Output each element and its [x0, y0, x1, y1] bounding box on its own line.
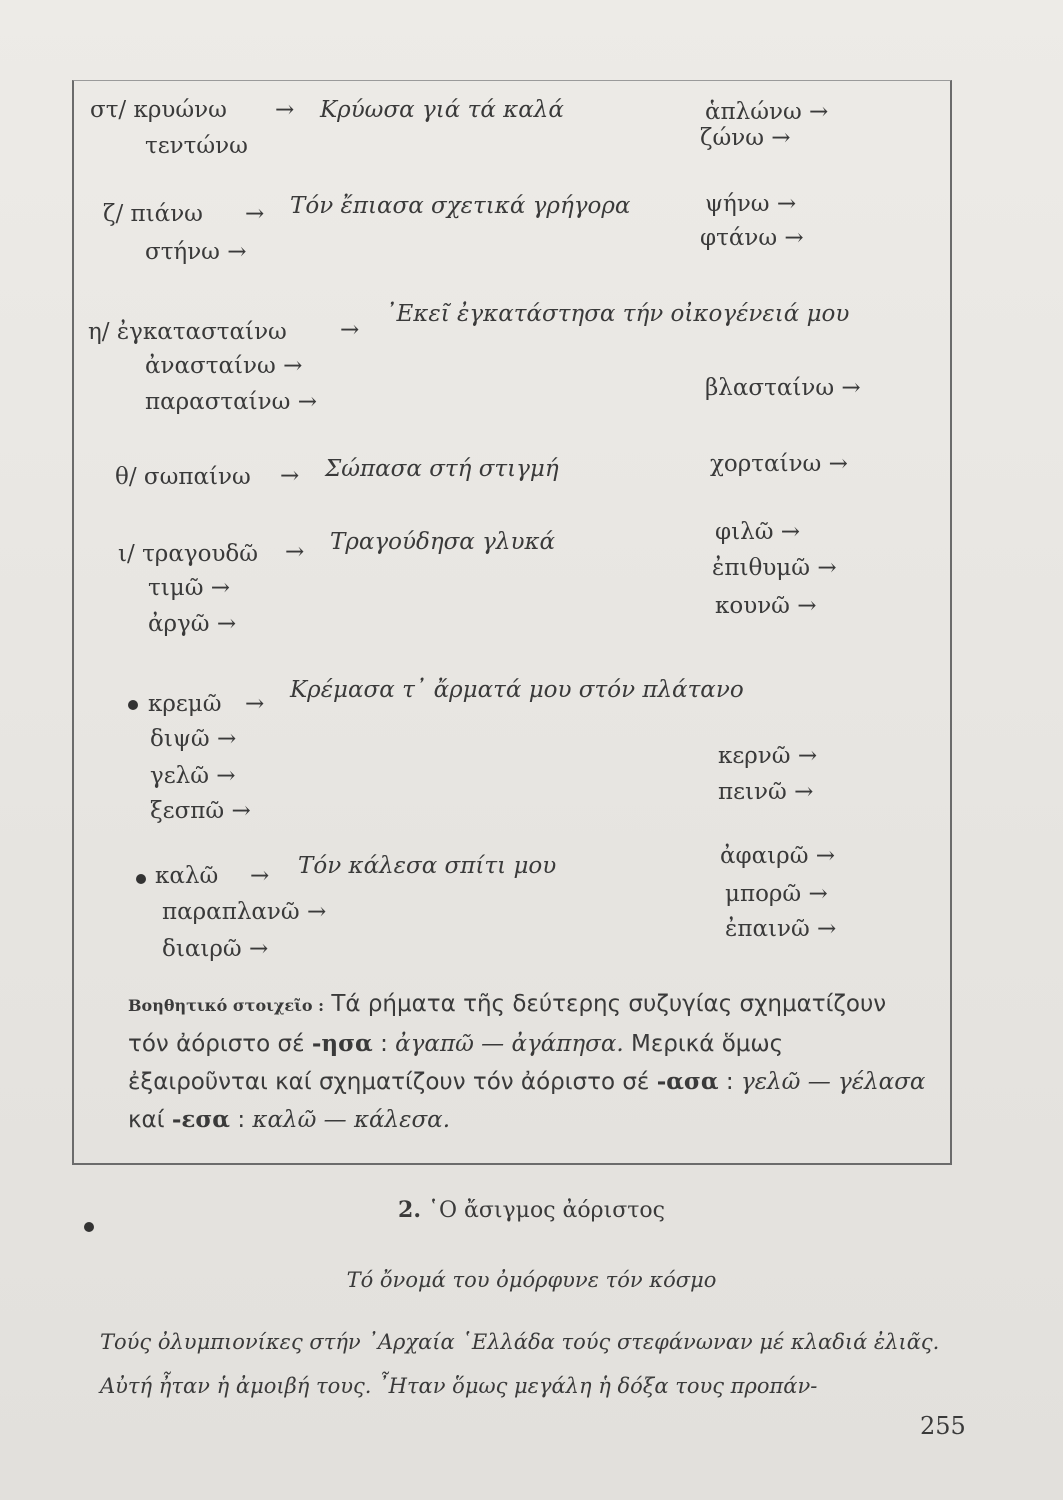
arrow: →	[245, 201, 265, 227]
example-sentence: Κρύωσα γιά τά καλά	[320, 97, 564, 123]
verb-left: ξεσπῶ →	[150, 798, 251, 824]
verb-left: ι/ τραγουδῶ	[118, 541, 259, 567]
note-text: :	[237, 1107, 246, 1133]
section-heading	[0, 1197, 1063, 1223]
verb-right: φτάνω →	[700, 225, 804, 251]
note-suffix: -ησα	[311, 1030, 373, 1057]
page-number: 255	[920, 1412, 966, 1440]
verb-left: διαιρῶ →	[162, 936, 269, 962]
verb-left: στήνω →	[145, 239, 247, 265]
verb-left: τεντώνω	[145, 133, 248, 159]
note-example: γελῶ — γέλασα	[740, 1069, 926, 1095]
example-sentence: Σώπασα στή στιγμή	[325, 456, 559, 482]
note-text: Μερικά ὅμως ἐξαιροῦνται καί σχηματίζουν τόν ἀόριστο σέ	[128, 1031, 784, 1095]
note-text: :	[725, 1069, 734, 1095]
verb-left: παραπλανῶ →	[162, 899, 327, 925]
verb-right: ἀφαιρῶ →	[720, 843, 836, 869]
arrow: →	[285, 539, 305, 565]
note-text: :	[380, 1031, 388, 1057]
verb-right: ἐπιθυμῶ →	[712, 555, 837, 581]
verb-right: πεινῶ →	[718, 779, 814, 805]
verb-right: χορταίνω →	[710, 451, 848, 477]
arrow: →	[280, 463, 300, 489]
section-paragraph: Τούς ὀλυμπιονίκες στήν ᾿Αρχαία ῾Ελλάδα τούς στεφάνωναν μέ κλαδιά ἐλιᾶς. Αὐτή ἦταν ἡ ἀμοιβή τους. ῏Ηταν ὅμως μεγάλη ἡ δόξα τους προπάν-	[100, 1330, 940, 1398]
section-title: ῾Ο ἄσιγμος ἀόριστος	[428, 1198, 665, 1223]
bullet-dot	[84, 1222, 94, 1232]
verb-left: θ/ σωπαίνω	[115, 464, 251, 490]
verb-right: ἁπλώνω →	[705, 99, 829, 125]
section-subtitle: Τό ὄνομά του ὀμόρφυνε τόν κόσμο	[346, 1268, 717, 1292]
example-sentence: Τραγούδησα γλυκά	[330, 529, 556, 555]
verb-right: κουνῶ →	[715, 593, 817, 619]
example-sentence: ᾿Εκεῖ ἐγκατάστησα τήν οἰκογένειά μου	[385, 301, 850, 327]
verb-right: ψήνω →	[705, 191, 797, 217]
section-number: 2.	[398, 1197, 421, 1223]
verb-right: βλασταίνω →	[705, 375, 861, 401]
note-text: καί	[128, 1107, 165, 1133]
arrow: →	[340, 317, 360, 343]
verb-left: διψῶ →	[150, 726, 237, 752]
verb-left: παρασταίνω →	[145, 389, 317, 415]
note-suffix: -ασα	[656, 1068, 719, 1095]
verb-left: ζ/ πιάνω	[103, 201, 203, 227]
note-suffix: -εσα	[171, 1106, 230, 1133]
verb-left: στ/ κρυώνω	[90, 97, 227, 123]
verb-right: ζώνω →	[700, 125, 791, 151]
arrow: →	[275, 97, 295, 123]
arrow: →	[245, 691, 265, 717]
verb-left: ἀνασταίνω →	[145, 353, 303, 379]
bullet-dot	[136, 874, 146, 884]
verb-right: φιλῶ →	[715, 519, 801, 545]
verb-left: κρεμῶ	[148, 691, 222, 717]
note-example: καλῶ — κάλεσα.	[252, 1107, 451, 1133]
helper-note-label: Βοηθητικό στοιχεῖο :	[128, 996, 324, 1015]
example-sentence: Κρέμασα τ᾿ ἄρματά μου στόν πλάτανο	[290, 677, 744, 703]
bullet-dot	[128, 700, 138, 710]
verb-left: γελῶ →	[150, 763, 236, 789]
note-example: ἀγαπῶ — ἀγάπησα.	[395, 1031, 624, 1057]
helper-note	[128, 985, 928, 1139]
verb-right: κερνῶ →	[718, 743, 818, 769]
verb-left: ἀργῶ →	[148, 611, 237, 637]
example-sentence: Τόν ἔπιασα σχετικά γρήγορα	[290, 193, 631, 219]
verb-right: ἐπαινῶ →	[725, 916, 837, 942]
verb-right: μπορῶ →	[725, 881, 828, 907]
verb-left: τιμῶ →	[148, 575, 231, 601]
verb-left: η/ ἐγκατασταίνω	[88, 319, 287, 345]
note-text: Τά ρήματα τῆς δεύτερης συζυγίας σχηματίζουν τόν ἀόριστο σέ	[128, 991, 887, 1057]
arrow: →	[250, 863, 270, 889]
example-sentence: Τόν κάλεσα σπίτι μου	[298, 853, 557, 879]
verb-left: καλῶ	[155, 863, 219, 889]
